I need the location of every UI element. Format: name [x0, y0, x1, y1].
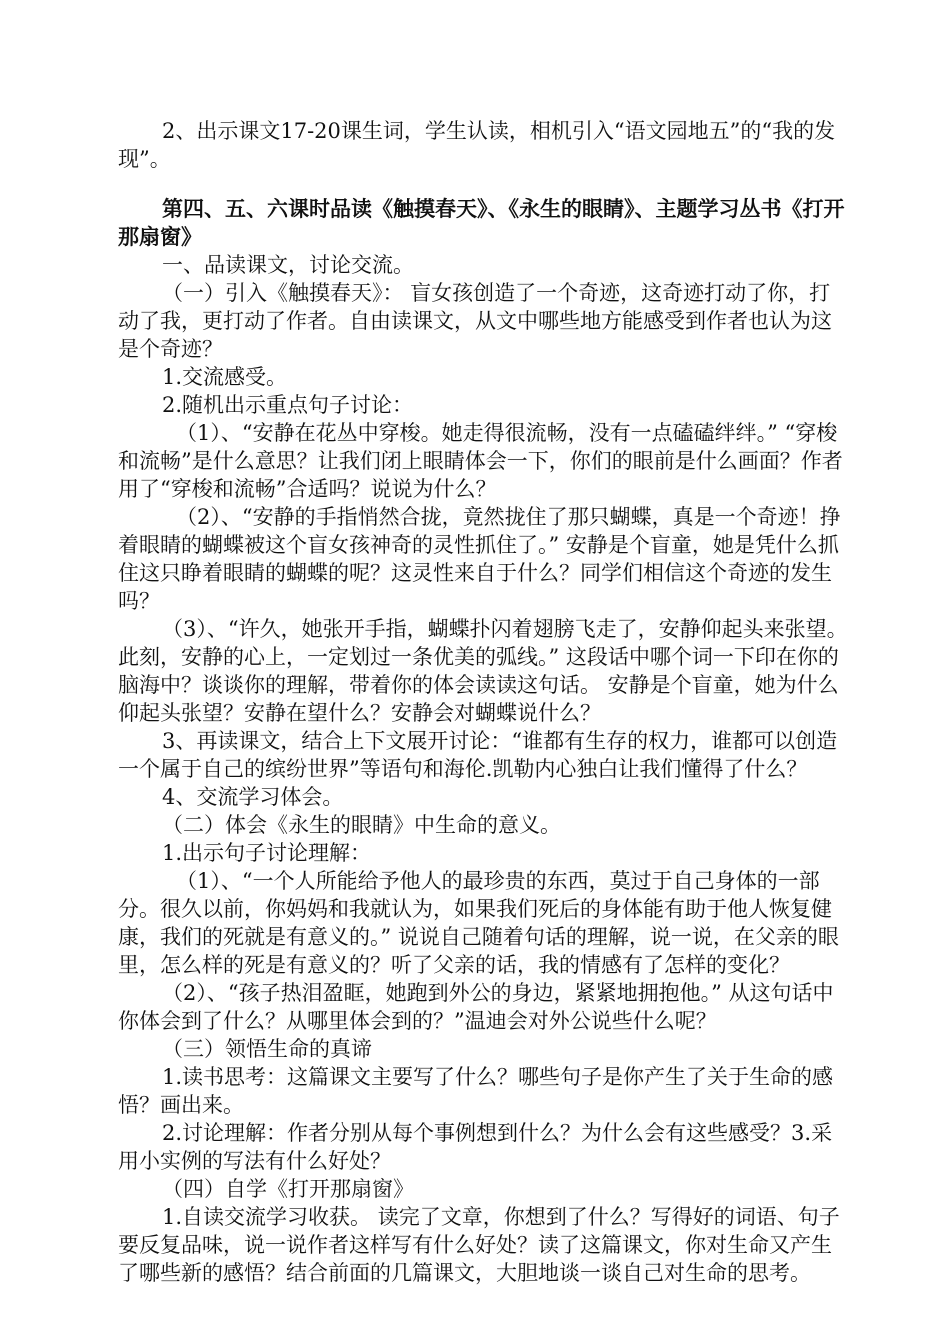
paragraph-new-words: 2、出示课文17-20课生词，学生认读，相机引入“语文园地五”的“我的发现”。 [118, 119, 836, 171]
section-heading: 第四、五、六课时品读《触摸春天》、《永生的眼睛》、主题学习丛书《打开那扇窗》 [118, 196, 845, 249]
paragraph-discussion: 2.讨论理解：作者分别从每个事例想到什么？为什么会有这些感受？3.采用小实例的写法有什么好处？ [118, 1121, 833, 1173]
paragraph-intro-touch-spring: （一）引入《触摸春天》： 盲女孩创造了一个奇迹，这奇迹打动了你，打动了我，更打动了作者。自由读课文，从文中哪些地方能感受到作者也认为这是个奇迹？ [118, 281, 832, 361]
paragraph-self-reading: 1.自读交流学习收获。 读完了文章，你想到了什么？写得好的词语、句子要反复品味，说一说作者这样写有什么好处？读了这篇课文，你对生命又产生了哪些新的感悟？结合前面的几篇课文，大胆地谈一谈自己对生命的思考。 [118, 1205, 840, 1285]
paragraph-step-one: 一、品读课文，讨论交流。 [162, 253, 414, 277]
paragraph-self-study: （四）自学《打开那扇窗》 [162, 1177, 414, 1201]
paragraph-reread: 3、再读课文，结合上下文展开讨论：“谁都有生存的权力，谁都可以创造一个属于自己的缤纷世界”等语句和海伦.凯勒内心独白让我们懂得了什么？ [118, 729, 838, 781]
paragraph-eternal-eyes: （二）体会《永生的眼睛》中生命的意义。 [162, 813, 561, 837]
paragraph-exchange: 1.交流感受。 [162, 365, 288, 389]
paragraph-key-sentences: 2.随机出示重点句子讨论： [162, 393, 414, 417]
paragraph-reading-thinking: 1.读书思考：这篇课文主要写了什么？哪些句子是你产生了关于生命的感悟？画出来。 [118, 1065, 834, 1117]
paragraph-eyes-sentence-1: （1）、“一个人所能给予他人的最珍贵的东西，莫过于自己身体的一部分。很久以前，你妈妈和我就认为，如果我们死后的身体能有助于他人恢复健康，我们的死就是有意义的。” 说说自己随着句话的理解，说一说，在父亲的眼里，怎么样的死是有意义的？听了父亲的话，我的情感有了怎样的变化？ [118, 869, 839, 977]
paragraph-life-truth: （三）领悟生命的真谛 [162, 1037, 372, 1061]
paragraph-sentence-1: （1）、“安静在花丛中穿梭。她走得很流畅，没有一点磕磕绊绊。” “穿梭和流畅”是什么意思？让我们闭上眼睛体会一下，你们的眼前是什么画面？作者用了“穿梭和流畅”合适吗？说说为什么？ [118, 421, 843, 501]
paragraph-share: 4、交流学习体会。 [162, 785, 344, 809]
paragraph-sentence-2: （2）、“安静的手指悄然合拢，竟然拢住了那只蝴蝶，真是一个奇迹！挣着眼睛的蝴蝶被这个盲女孩神奇的灵性抓住了。” 安静是个盲童，她是凭什么抓住这只睁着眼睛的蝴蝶的呢？这灵性来自于什么？同学们相信这个奇迹的发生吗？ [118, 505, 841, 613]
paragraph-sentence-3: （3）、“许久，她张开手指，蝴蝶扑闪着翅膀飞走了，安静仰起头来张望。此刻，安静的心上，一定划过一条优美的弧线。” 这段话中哪个词一下印在你的脑海中？谈谈你的理解，带着你的体会读读这句话。 安静是个盲童，她为什么仰起头张望？安静在望什么？安静会对蝴蝶说什么？ [118, 617, 848, 725]
paragraph-eyes-sentence-2: （2）、“孩子热泪盈眶，她跑到外公的身边，紧紧地拥抱他。” 从这句话中你体会到了什么？从哪里体会到的？”温迪会对外公说些什么呢？ [118, 981, 834, 1033]
paragraph-show-sentences: 1.出示句子讨论理解： [162, 841, 372, 865]
